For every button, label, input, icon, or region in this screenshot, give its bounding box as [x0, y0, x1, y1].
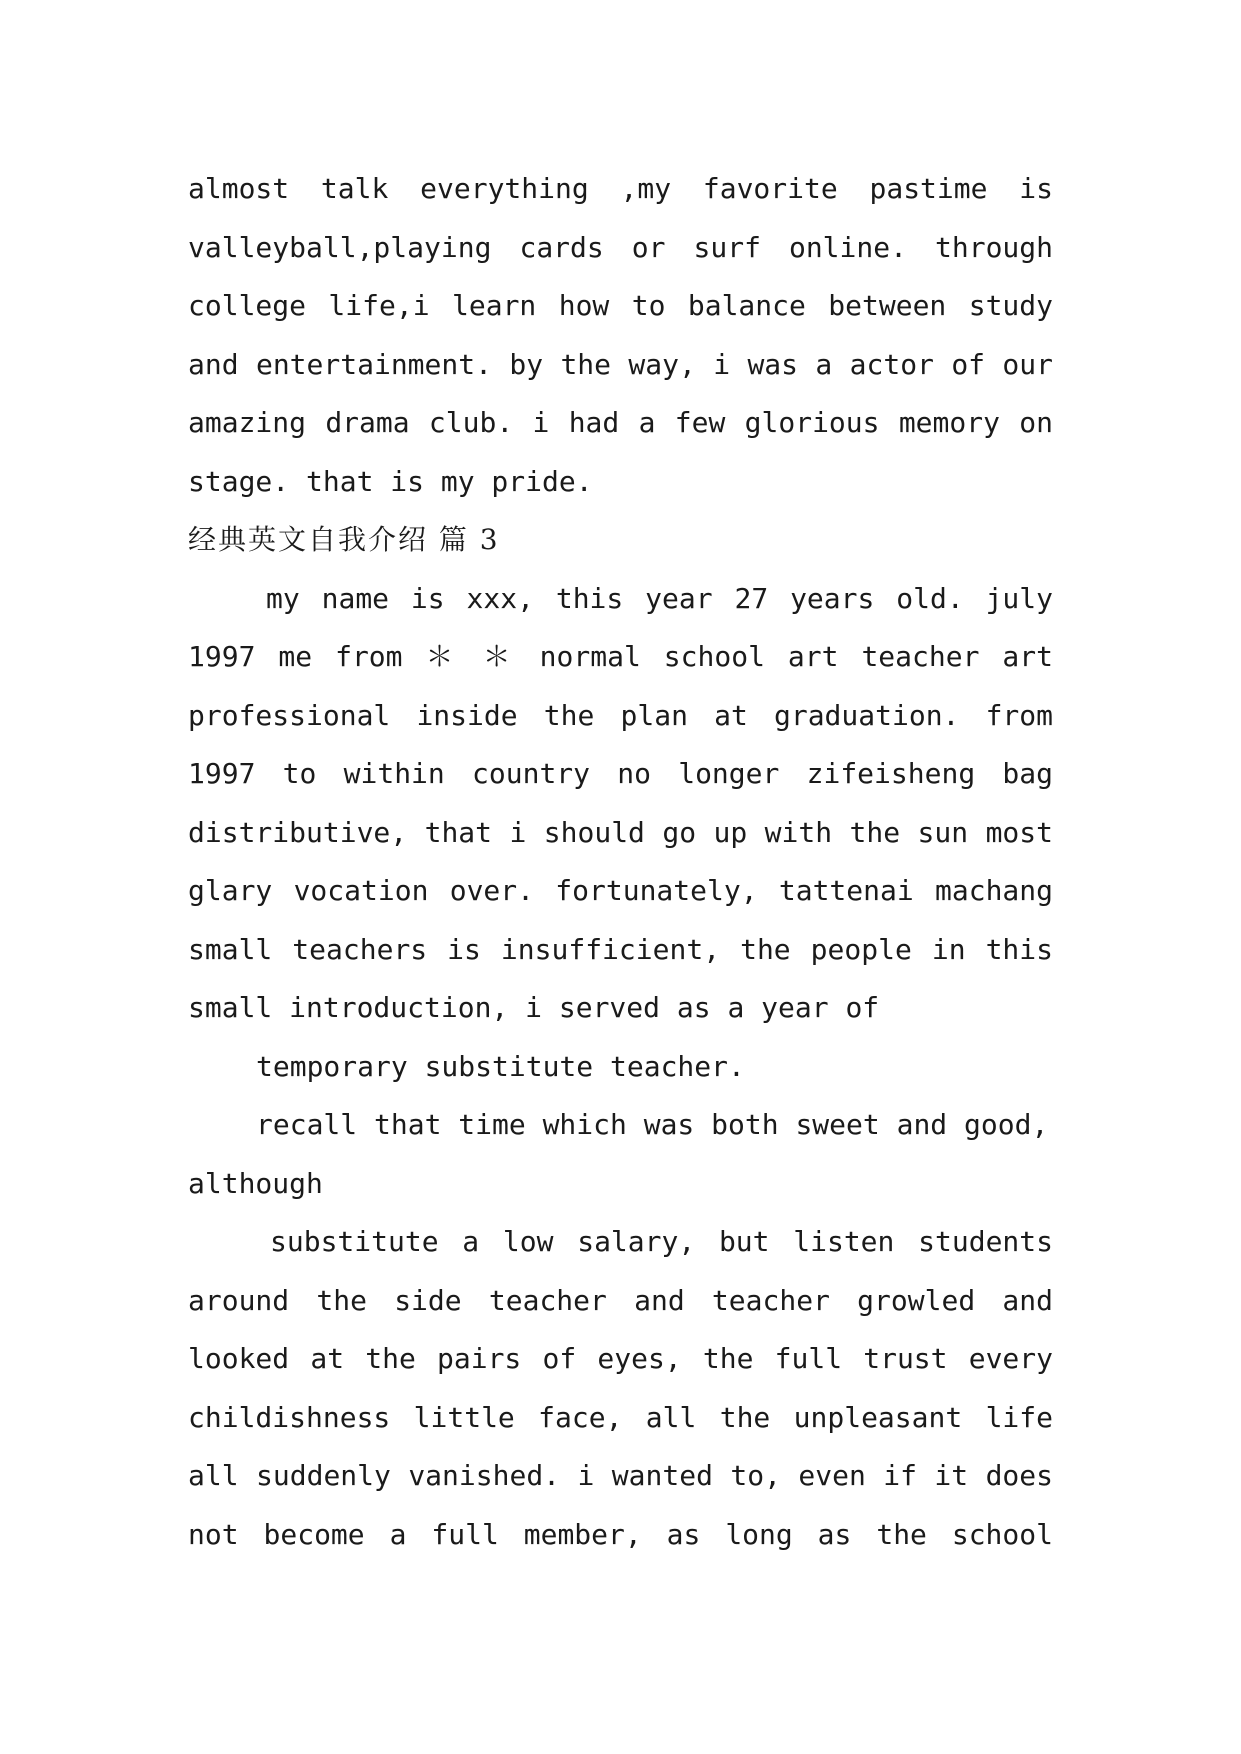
text-line: childishness little face, all the unpleasant life — [188, 1400, 1053, 1434]
text-line: recall that time which was both sweet and good, — [256, 1108, 1049, 1141]
text-line: small teachers is insufficient, the people in this — [188, 932, 1053, 966]
text-line: all suddenly vanished. i wanted to, even if it does — [188, 1459, 1053, 1492]
text-line: professional inside the plan at graduation. from — [188, 698, 1053, 732]
section-heading: 经典英文自我介绍 篇 3 — [188, 523, 500, 556]
text-line: temporary substitute teacher. — [256, 1049, 745, 1083]
text-line: and entertainment. by the way, i was a actor of our — [188, 347, 1053, 381]
text-line: college life,i learn how to balance between study — [188, 289, 1053, 322]
text-line: 1997 me from ＊ ＊ normal school art teacher art — [188, 640, 1053, 673]
text-line: 1997 to within country no longer zifeisheng bag — [188, 757, 1053, 790]
text-line: not become a full member, as long as the school — [188, 1517, 1053, 1551]
text-line: distributive, that i should go up with the sun most — [188, 815, 1053, 849]
text-line: small introduction, i served as a year of — [188, 991, 880, 1024]
text-line: valleyball,playing cards or surf online. through — [188, 230, 1053, 264]
text-line: around the side teacher and teacher growled and — [188, 1283, 1053, 1317]
text-line: looked at the pairs of eyes, the full trust every — [188, 1342, 1053, 1375]
text-line: amazing drama club. i had a few glorious memory on — [188, 406, 1053, 439]
text-line: almost talk everything ,my favorite pastime is — [188, 172, 1053, 205]
text-line: my name is xxx, this year 27 years old. july — [266, 581, 1053, 615]
text-line: glary vocation over. fortunately, tattenai machang — [188, 874, 1053, 907]
body-text — [188, 160, 1053, 1564]
text-line: substitute a low salary, but listen students — [270, 1225, 1053, 1258]
text-line: although — [188, 1166, 323, 1200]
text-line: stage. that is my pride. — [188, 464, 593, 498]
